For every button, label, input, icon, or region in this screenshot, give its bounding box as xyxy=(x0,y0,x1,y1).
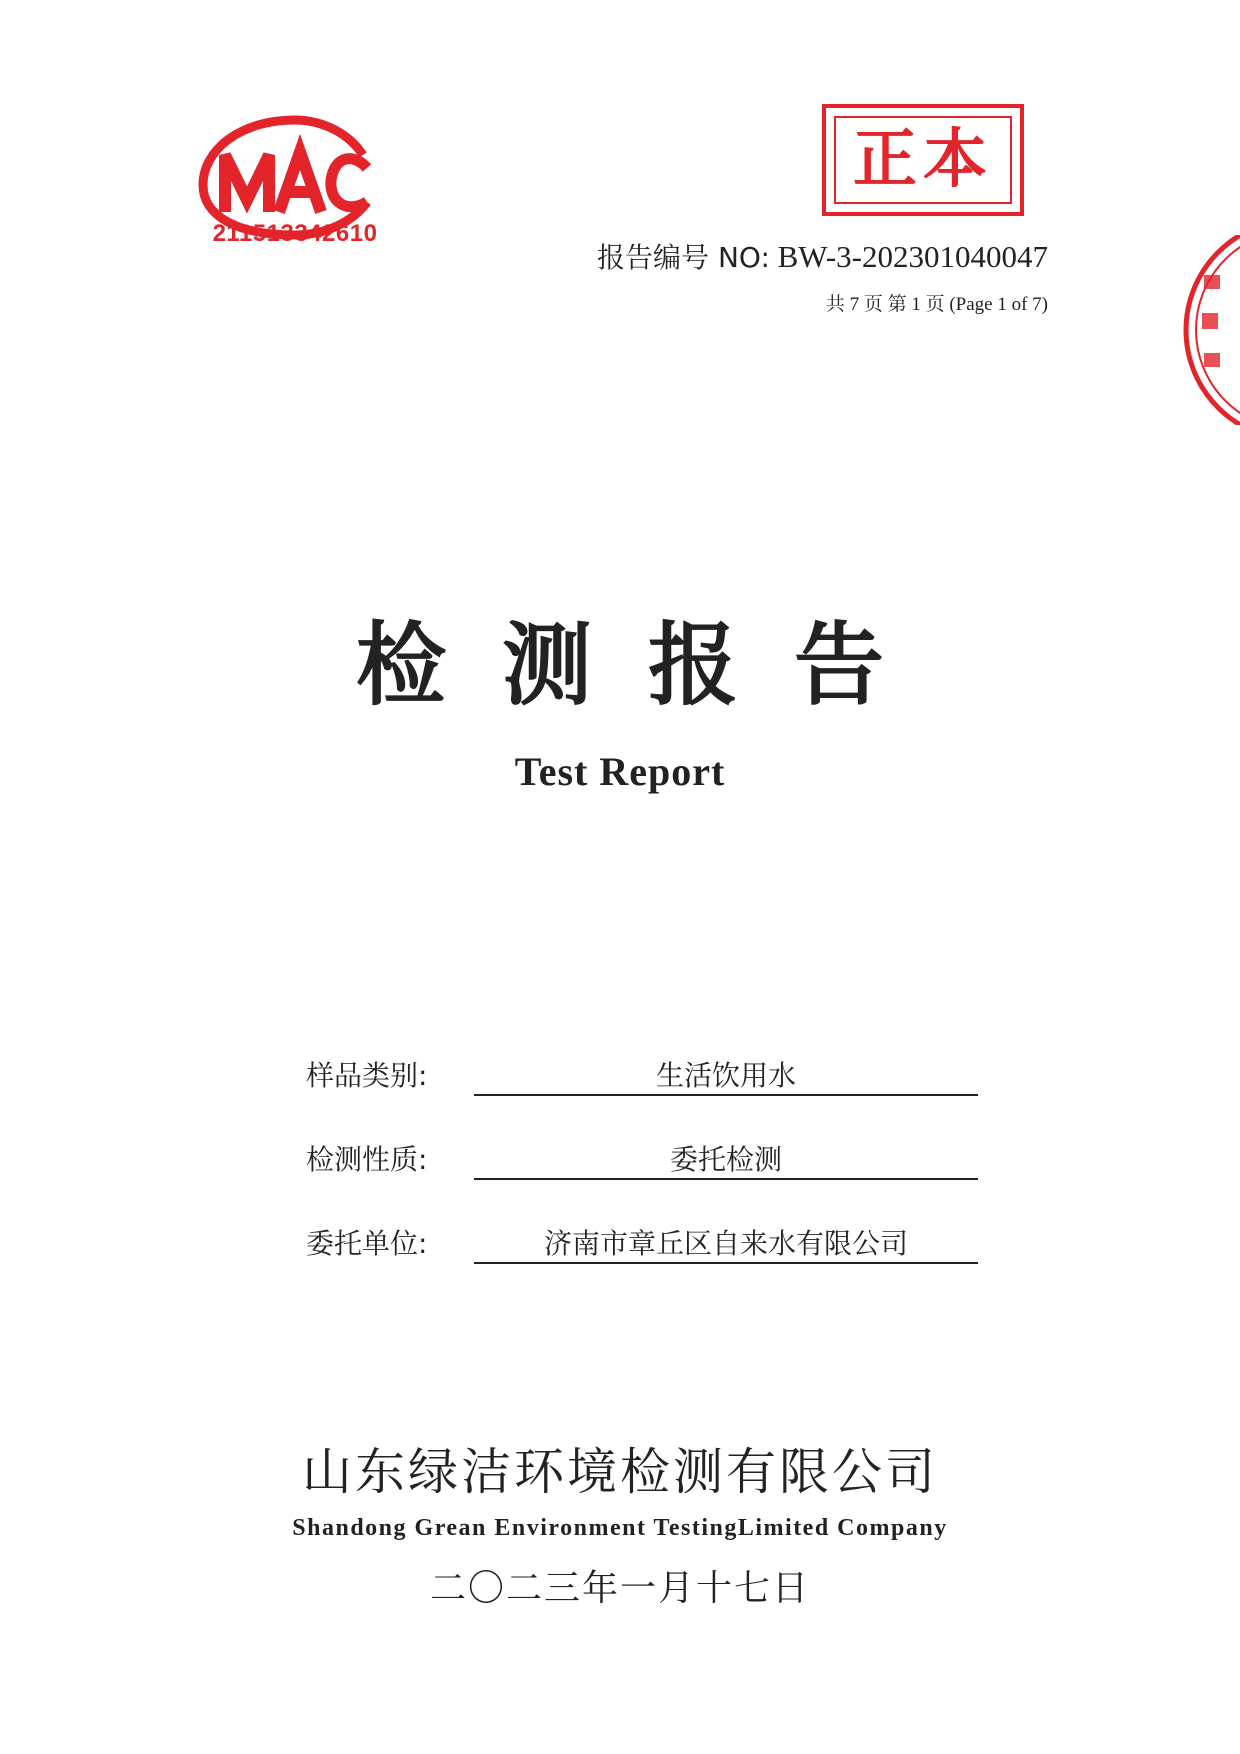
original-copy-stamp xyxy=(822,104,1024,216)
title-char: 报 xyxy=(648,612,738,718)
field-label: 委托单位: xyxy=(306,1227,428,1260)
field-sample-category xyxy=(306,1050,978,1100)
field-value: 生活饮用水 xyxy=(655,1059,796,1092)
report-number-label: 报告编号 NO: xyxy=(597,241,770,274)
underline xyxy=(474,1262,978,1264)
partial-seal-icon xyxy=(1176,235,1240,425)
underline xyxy=(474,1094,978,1096)
page-info: 共 7 页 第 1 页 (Page 1 of 7) xyxy=(825,294,1048,315)
company-name-cn: 山东绿洁环境检测有限公司 xyxy=(302,1443,938,1501)
report-date: 二〇二三年一月十七日 xyxy=(429,1568,810,1609)
field-client xyxy=(306,1218,978,1268)
cma-number: 211513342610 xyxy=(212,220,378,247)
field-label: 检测性质: xyxy=(306,1143,428,1176)
report-title-cn xyxy=(0,612,1240,718)
report-title-en: Test Report xyxy=(514,749,726,794)
title-char: 检 xyxy=(356,612,446,718)
field-test-nature xyxy=(306,1134,978,1184)
field-label: 样品类别: xyxy=(306,1059,428,1092)
stamp-text: 正本 xyxy=(853,123,993,197)
report-number xyxy=(597,236,1048,276)
field-value: 委托检测 xyxy=(669,1143,782,1176)
title-char: 测 xyxy=(502,612,592,718)
company-name-en: Shandong Grean Environment TestingLimited Company xyxy=(292,1515,948,1541)
underline xyxy=(474,1178,978,1180)
field-value: 济南市章丘区自来水有限公司 xyxy=(543,1227,908,1260)
report-number-value: BW-3-202301040047 xyxy=(777,239,1048,274)
title-char: 告 xyxy=(794,612,884,718)
